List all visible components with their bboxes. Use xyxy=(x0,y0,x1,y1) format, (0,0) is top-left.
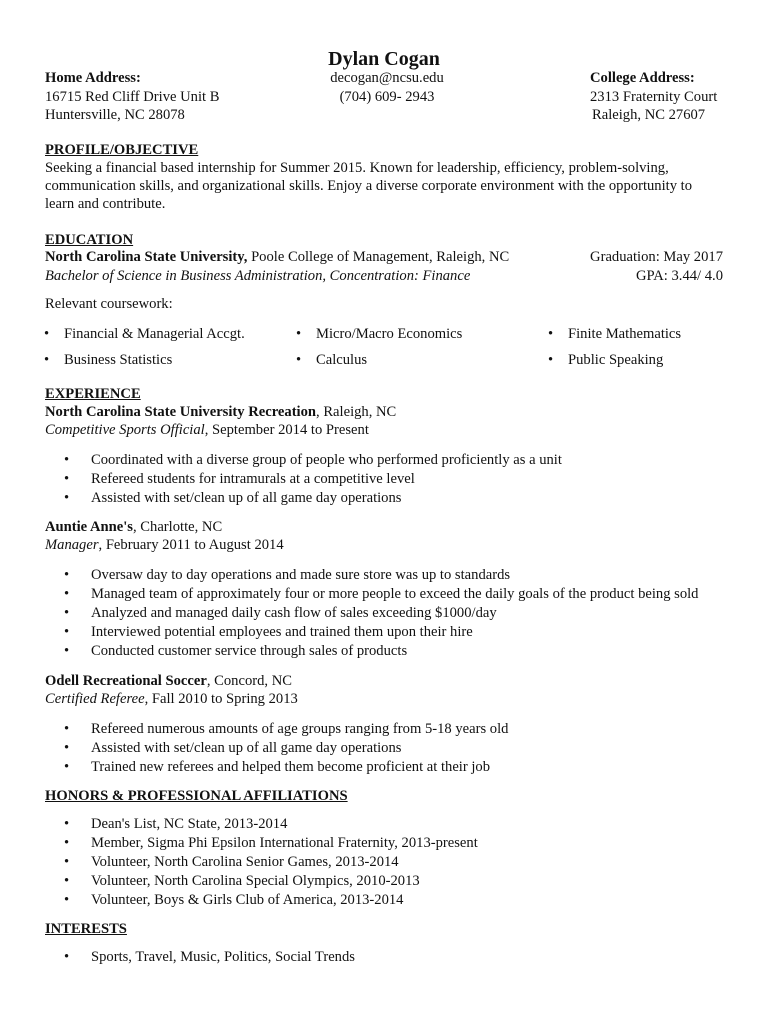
list-item: • Dean's List, NC State, 2013-2014 xyxy=(45,815,478,834)
list-item: • Assisted with set/clean up of all game day operations xyxy=(45,739,508,758)
candidate-name: Dylan Cogan xyxy=(328,48,440,70)
job-location: , Charlotte, NC xyxy=(133,519,223,535)
course-item: • Business Statistics xyxy=(44,351,172,370)
list-item: • Trained new referees and helped them become proficient at their job xyxy=(45,758,508,777)
home-address-line1: 16715 Red Cliff Drive Unit B xyxy=(45,89,220,105)
college-address-line1: 2313 Fraternity Court xyxy=(590,89,718,105)
list-item: • Conducted customer service through sales of products xyxy=(45,642,698,661)
list-item: • Volunteer, North Carolina Senior Games, 2013-2014 xyxy=(45,853,478,872)
job-title: Manager xyxy=(45,537,99,553)
course-item: • Finite Mathematics xyxy=(548,325,681,344)
college-address-label: College Address: xyxy=(590,70,695,86)
job-organization: North Carolina State University Recreation xyxy=(45,404,317,420)
list-item: • Oversaw day to day operations and made sure store was up to standards xyxy=(45,566,698,585)
job-dates: , February 2011 to August 2014 xyxy=(98,537,284,553)
job-title-line xyxy=(45,690,298,709)
list-item: • Refereed students for intramurals at a competitive level xyxy=(45,470,562,489)
home-address-label: Home Address: xyxy=(45,70,141,86)
education-heading: EDUCATION xyxy=(45,232,134,248)
home-address-line2: Huntersville, NC 28078 xyxy=(45,107,185,123)
phone-number: (704) 609- 2943 xyxy=(339,89,435,105)
school-name: North Carolina State University, xyxy=(45,249,248,265)
job-title: Certified Referee xyxy=(45,691,145,707)
job-location: , Raleigh, NC xyxy=(316,404,397,420)
honors-list xyxy=(45,815,478,910)
list-item: • Volunteer, North Carolina Special Olympics, 2010-2013 xyxy=(45,872,478,891)
job-dates: , September 2014 to Present xyxy=(204,422,369,438)
list-item: • Assisted with set/clean up of all game day operations xyxy=(45,489,562,508)
job-org-line xyxy=(45,403,396,422)
course-item: • Micro/Macro Economics xyxy=(296,325,462,344)
job-bullets xyxy=(45,451,562,508)
profile-text-line3: learn and contribute. xyxy=(45,196,166,212)
job-bullets xyxy=(45,566,698,661)
profile-text-line2: communication skills, and organizational skills. Enjoy a diverse corporate environment with the opportunity to xyxy=(45,178,692,194)
profile-text-line1: Seeking a financial based internship for Summer 2015. Known for leadership, efficiency, problem-solving, xyxy=(45,160,669,176)
job-title: Competitive Sports Official xyxy=(45,422,205,438)
experience-heading: EXPERIENCE xyxy=(45,386,141,402)
job-bullets xyxy=(45,720,508,777)
education-school-line xyxy=(45,248,509,267)
course-item: • Financial & Managerial Accgt. xyxy=(44,325,245,344)
job-org-line xyxy=(45,518,222,537)
list-item: • Sports, Travel, Music, Politics, Social Trends xyxy=(45,948,355,967)
job-title-line xyxy=(45,421,369,440)
interests-heading: INTERESTS xyxy=(45,921,127,937)
list-item: • Coordinated with a diverse group of people who performed proficiently as a unit xyxy=(45,451,562,470)
job-dates: , Fall 2010 to Spring 2013 xyxy=(144,691,298,707)
job-title-line xyxy=(45,536,284,555)
course-item: • Public Speaking xyxy=(548,351,663,370)
list-item: • Analyzed and managed daily cash flow of sales exceeding $1000/day xyxy=(45,604,698,623)
honors-heading: HONORS & PROFESSIONAL AFFILIATIONS xyxy=(45,788,348,804)
list-item: • Refereed numerous amounts of age groups ranging from 5-18 years old xyxy=(45,720,508,739)
job-organization: Auntie Anne's xyxy=(45,519,133,535)
course-item: • Calculus xyxy=(296,351,367,370)
list-item: • Interviewed potential employees and trained them upon their hire xyxy=(45,623,698,642)
interests-list xyxy=(45,948,355,967)
job-org-line xyxy=(45,672,292,691)
school-college-location: Poole College of Management, Raleigh, NC xyxy=(247,249,510,265)
profile-heading: PROFILE/OBJECTIVE xyxy=(45,142,199,158)
list-item: • Member, Sigma Phi Epsilon International Fraternity, 2013-present xyxy=(45,834,478,853)
graduation-date: Graduation: May 2017 xyxy=(590,249,723,265)
email-address: decogan@ncsu.edu xyxy=(330,70,444,86)
job-organization: Odell Recreational Soccer xyxy=(45,673,207,689)
gpa: GPA: 3.44/ 4.0 xyxy=(635,268,723,284)
list-item: • Volunteer, Boys & Girls Club of America, 2013-2014 xyxy=(45,891,478,910)
coursework-label: Relevant coursework: xyxy=(45,296,173,312)
job-location: , Concord, NC xyxy=(206,673,292,689)
college-address-line2: Raleigh, NC 27607 xyxy=(592,107,706,123)
list-item: • Managed team of approximately four or more people to exceed the daily goals of the product being sold xyxy=(45,585,698,604)
degree-title: Bachelor of Science in Business Administration, Concentration: Finance xyxy=(45,268,471,284)
